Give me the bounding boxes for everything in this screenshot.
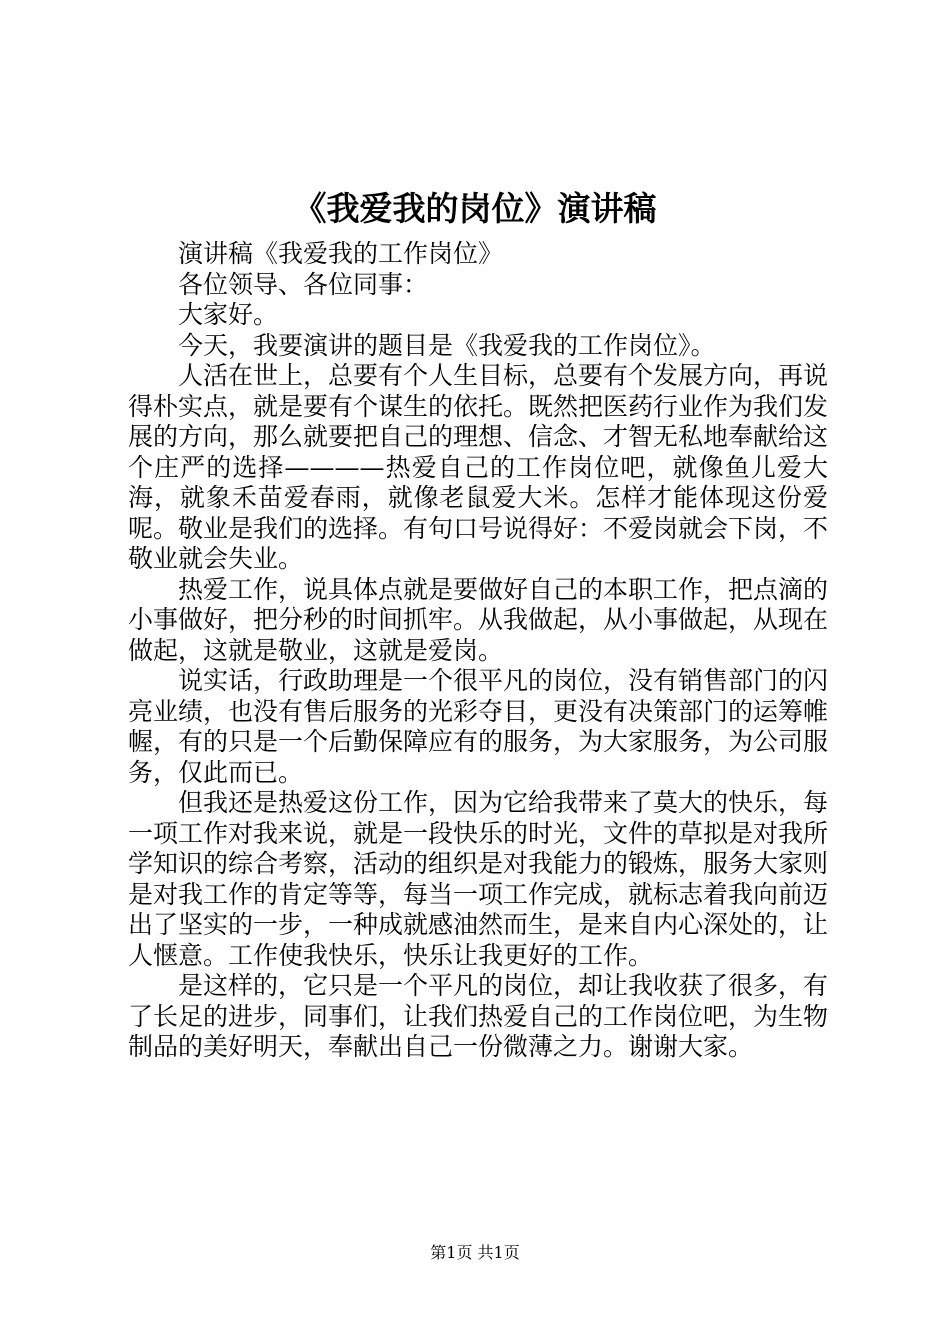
page-footer: 第1页 共1页 [430, 1243, 520, 1262]
paragraph-7: 说实话，行政助理是一个很平凡的岗位，没有销售部门的闪亮业绩，也没有售后服务的光彩夺目，更没有决策部门的运筹帷幄，有的只是一个后勤保障应有的服务，为大家服务，为公司服务，仅此而已。 [128, 666, 829, 787]
paragraph-2: 各位领导、各位同事： [178, 269, 429, 299]
paragraph-5: 人活在世上，总要有个人生目标，总要有个发展方向，再说得朴实点，就是要有个谋生的依托。既然把医药行业作为我们发展的方向，那么就要把自己的理想、信念、才智无私地奉献给这个庄严的选择————热爱自己的工作岗位吧，就像鱼儿爱大海，就象禾苗爱春雨，就像老鼠爱大米。怎样才能体现这份爱呢。敬业是我们的选择。有句口号说得好：不爱岗就会下岗，不敬业就会失业。 [128, 361, 829, 573]
paragraph-6: 热爱工作，说具体点就是要做好自己的本职工作，把点滴的小事做好，把分秒的时间抓牢。从我做起，从小事做起，从现在做起，这就是敬业，这就是爱岗。 [128, 574, 829, 665]
document-body [128, 239, 828, 1063]
paragraph-3: 大家好。 [178, 300, 279, 329]
paragraph-1: 演讲稿《我爱我的工作岗位》 [178, 239, 504, 268]
paragraph-9: 是这样的，它只是一个平凡的岗位，却让我收获了很多，有了长足的进步，同事们，让我们热爱自己的工作岗位吧，为生物制品的美好明天，奉献出自己一份微薄之力。谢谢大家。 [128, 971, 829, 1061]
paragraph-4: 今天，我要演讲的题目是《我爱我的工作岗位》。 [178, 330, 716, 360]
document-title: 《我爱我的岗位》演讲稿 [293, 189, 657, 228]
paragraph-8: 但我还是热爱这份工作，因为它给我带来了莫大的快乐，每一项工作对我来说，就是一段快乐的时光，文件的草拟是对我所学知识的综合考察，活动的组织是对我能力的锻炼，服务大家则是对我工作的肯定等等，每当一项工作完成，就标志着我向前迈出了坚实的一步，一种成就感油然而生，是来自内心深处的，让人惬意。工作使我快乐，快乐让我更好的工作。 [128, 788, 829, 970]
